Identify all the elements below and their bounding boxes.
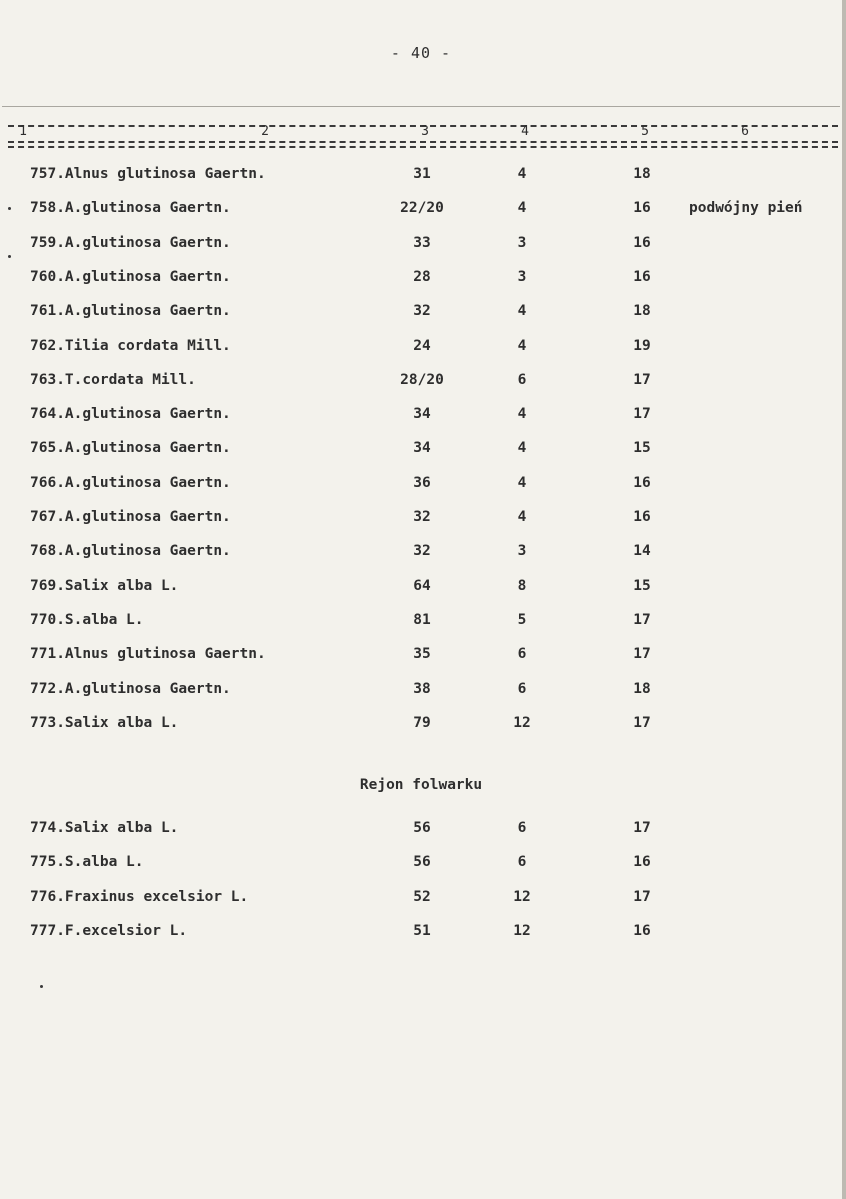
col-3-value: 28 xyxy=(413,268,431,285)
col-3-value: 24 xyxy=(413,337,431,354)
col-3-value: 33 xyxy=(413,234,431,251)
col-4-value: 4 xyxy=(517,440,527,457)
section-heading: Rejon folwarku xyxy=(359,777,483,793)
col-3-value: 51 xyxy=(413,922,431,939)
table-row xyxy=(0,406,842,428)
col-4-value: 6 xyxy=(517,646,527,663)
col-3-value: 31 xyxy=(413,166,431,182)
table-row xyxy=(0,509,842,531)
table-row xyxy=(0,269,842,291)
col-3-value: 32 xyxy=(413,303,431,320)
tree-name: 763.T.cordata Mill. xyxy=(30,371,196,388)
table-row xyxy=(0,475,842,497)
table-row xyxy=(0,646,842,668)
col-5-value: 16 xyxy=(633,854,651,871)
col-4-value: 8 xyxy=(517,577,527,594)
table-row xyxy=(0,338,842,360)
col-5-value: 14 xyxy=(633,543,651,560)
table-row xyxy=(0,681,842,703)
col-5-value: 18 xyxy=(633,166,651,182)
table-row xyxy=(0,612,842,634)
tree-name: 757.Alnus glutinosa Gaertn. xyxy=(30,166,266,182)
col-3-value: 36 xyxy=(413,474,431,491)
col-5-value: 17 xyxy=(633,406,651,423)
tree-name: 772.A.glutinosa Gaertn. xyxy=(30,680,231,697)
top-divider xyxy=(2,106,840,107)
col-5-value: 16 xyxy=(633,474,651,491)
col-5-value: 19 xyxy=(633,337,651,354)
col-4-value: 3 xyxy=(517,268,527,285)
table-row xyxy=(0,578,842,600)
col-4-value: 6 xyxy=(517,680,527,697)
table-row xyxy=(0,889,842,911)
col-3-value: 28/20 xyxy=(400,371,444,388)
column-header-1: 1 xyxy=(19,124,27,139)
col-4-value: 6 xyxy=(517,854,527,871)
col-6-note: podwójny pień xyxy=(689,200,803,217)
table-row xyxy=(0,166,842,188)
table-row xyxy=(0,235,842,257)
col-5-value: 16 xyxy=(633,268,651,285)
col-5-value: 17 xyxy=(633,611,651,628)
col-3-value: 56 xyxy=(413,820,431,836)
col-3-value: 38 xyxy=(413,680,431,697)
col-3-value: 35 xyxy=(413,646,431,663)
tree-name: 761.A.glutinosa Gaertn. xyxy=(30,303,231,320)
col-4-value: 12 xyxy=(513,922,531,939)
margin-mark xyxy=(40,985,43,988)
col-4-value: 4 xyxy=(517,166,527,182)
table-row xyxy=(0,543,842,565)
tree-name: 760.A.glutinosa Gaertn. xyxy=(30,268,231,285)
tree-name: 774.Salix alba L. xyxy=(30,820,179,836)
col-5-value: 16 xyxy=(633,509,651,525)
col-5-value: 15 xyxy=(633,577,651,594)
table-row xyxy=(0,715,842,737)
col-5-value: 17 xyxy=(633,888,651,905)
page-number: - 40 - xyxy=(390,44,452,62)
column-header-2: 2 xyxy=(261,124,269,139)
col-4-value: 3 xyxy=(517,543,527,560)
table-row xyxy=(0,200,842,222)
col-3-value: 64 xyxy=(413,577,431,594)
margin-mark xyxy=(8,207,11,210)
col-3-value: 34 xyxy=(413,406,431,423)
col-3-value: 22/20 xyxy=(400,200,444,217)
col-3-value: 32 xyxy=(413,509,431,525)
col-4-value: 4 xyxy=(517,474,527,491)
tree-name: 768.A.glutinosa Gaertn. xyxy=(30,543,231,560)
tree-name: 777.F.excelsior L. xyxy=(30,922,188,939)
col-3-value: 32 xyxy=(413,543,431,560)
col-4-value: 12 xyxy=(513,714,531,731)
column-header-4: 4 xyxy=(521,124,529,139)
table-row xyxy=(0,303,842,325)
margin-mark xyxy=(8,255,11,258)
tree-name: 773.Salix alba L. xyxy=(30,714,179,731)
table-row xyxy=(0,440,842,462)
column-header-5: 5 xyxy=(641,124,649,139)
tree-name: 758.A.glutinosa Gaertn. xyxy=(30,200,231,217)
tree-name: 765.A.glutinosa Gaertn. xyxy=(30,440,231,457)
col-3-value: 34 xyxy=(413,440,431,457)
col-4-value: 4 xyxy=(517,406,527,423)
col-4-value: 4 xyxy=(517,337,527,354)
col-4-value: 6 xyxy=(517,820,527,836)
col-4-value: 6 xyxy=(517,371,527,388)
tree-name: 766.A.glutinosa Gaertn. xyxy=(30,474,231,491)
col-5-value: 16 xyxy=(633,200,651,217)
col-5-value: 18 xyxy=(633,680,651,697)
col-5-value: 16 xyxy=(633,234,651,251)
tree-name: 775.S.alba L. xyxy=(30,854,144,871)
tree-name: 764.A.glutinosa Gaertn. xyxy=(30,406,231,423)
col-4-value: 12 xyxy=(513,888,531,905)
col-5-value: 16 xyxy=(633,922,651,939)
col-3-value: 52 xyxy=(413,888,431,905)
col-5-value: 18 xyxy=(633,303,651,320)
table-row xyxy=(0,372,842,394)
col-4-value: 3 xyxy=(517,234,527,251)
column-header-3: 3 xyxy=(421,124,429,139)
col-4-value: 4 xyxy=(517,509,527,525)
table-row xyxy=(0,854,842,876)
col-5-value: 15 xyxy=(633,440,651,457)
col-5-value: 17 xyxy=(633,714,651,731)
col-4-value: 4 xyxy=(517,200,527,217)
col-3-value: 79 xyxy=(413,714,431,731)
col-5-value: 17 xyxy=(633,646,651,663)
tree-name: 762.Tilia cordata Mill. xyxy=(30,337,231,354)
tree-name: 759.A.glutinosa Gaertn. xyxy=(30,234,231,251)
tree-name: 771.Alnus glutinosa Gaertn. xyxy=(30,646,266,663)
col-3-value: 81 xyxy=(413,611,431,628)
table-row xyxy=(0,923,842,945)
tree-name: 776.Fraxinus excelsior L. xyxy=(30,888,249,905)
col-5-value: 17 xyxy=(633,371,651,388)
col-3-value: 56 xyxy=(413,854,431,871)
column-header-6: 6 xyxy=(741,124,749,139)
tree-name: 770.S.alba L. xyxy=(30,611,144,628)
tree-name: 767.A.glutinosa Gaertn. xyxy=(30,509,231,525)
header-rule-bottom xyxy=(8,141,838,143)
col-4-value: 4 xyxy=(517,303,527,320)
col-5-value: 17 xyxy=(633,820,651,836)
tree-name: 769.Salix alba L. xyxy=(30,577,179,594)
header-rule-bottom-2 xyxy=(8,146,838,148)
table-row xyxy=(0,820,842,842)
col-4-value: 5 xyxy=(517,611,527,628)
